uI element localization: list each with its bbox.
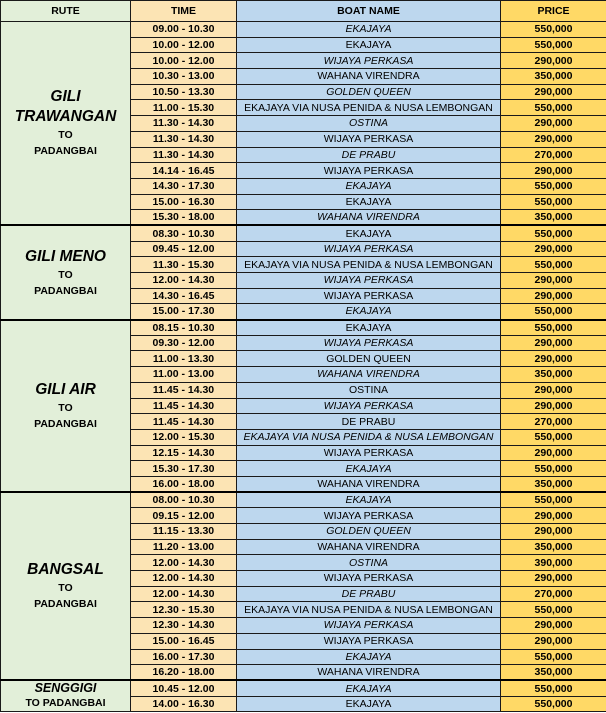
price-cell: 290,000 (501, 53, 606, 69)
time-cell: 12.00 - 14.30 (131, 571, 237, 587)
time-cell: 09.00 - 10.30 (131, 22, 237, 38)
price-cell: 550,000 (501, 602, 606, 618)
price-cell: 550,000 (501, 461, 606, 477)
price-cell: 290,000 (501, 571, 606, 587)
boat-name-cell: EKAJAYA (237, 320, 501, 336)
route-to: TO (58, 129, 73, 142)
price-cell: 350,000 (501, 539, 606, 555)
route-name: GILI (50, 88, 81, 106)
boat-name-cell: WIJAYA PERKASA (237, 288, 501, 304)
price-cell: 350,000 (501, 367, 606, 383)
price-cell: 350,000 (501, 210, 606, 226)
route-destination: PADANGBAI (34, 598, 97, 611)
price-cell: 290,000 (501, 84, 606, 100)
time-cell: 10.50 - 13.30 (131, 84, 237, 100)
time-cell: 15.00 - 17.30 (131, 304, 237, 320)
time-cell: 15.30 - 18.00 (131, 210, 237, 226)
boat-name-cell: DE PRABU (237, 414, 501, 430)
time-cell: 11.45 - 14.30 (131, 382, 237, 398)
boat-name-cell: WIJAYA PERKASA (237, 53, 501, 69)
time-cell: 11.00 - 15.30 (131, 100, 237, 116)
price-cell: 550,000 (501, 37, 606, 53)
header-price: PRICE (501, 1, 606, 22)
boat-name-cell: WIJAYA PERKASA (237, 445, 501, 461)
boat-name-cell: DE PRABU (237, 147, 501, 163)
route-name: GILI AIR (35, 380, 96, 398)
time-cell: 11.30 - 14.30 (131, 147, 237, 163)
price-cell: 290,000 (501, 524, 606, 540)
time-cell: 09.45 - 12.00 (131, 241, 237, 257)
time-cell: 16.00 - 17.30 (131, 649, 237, 665)
boat-name-cell: OSTINA (237, 382, 501, 398)
boat-name-cell: WAHANA VIRENDRA (237, 665, 501, 681)
time-cell: 11.30 - 15.30 (131, 257, 237, 273)
price-cell: 270,000 (501, 414, 606, 430)
boat-name-cell: WIJAYA PERKASA (237, 398, 501, 414)
boat-name-cell: WIJAYA PERKASA (237, 335, 501, 351)
price-cell: 290,000 (501, 116, 606, 132)
price-cell: 290,000 (501, 241, 606, 257)
price-cell: 550,000 (501, 680, 606, 696)
boat-name-cell: WIJAYA PERKASA (237, 131, 501, 147)
time-cell: 10.00 - 12.00 (131, 37, 237, 53)
boat-name-cell: GOLDEN QUEEN (237, 524, 501, 540)
boat-name-cell: WAHANA VIRENDRA (237, 476, 501, 492)
boat-name-cell: WIJAYA PERKASA (237, 571, 501, 587)
boat-name-cell: EKAJAYA VIA NUSA PENIDA & NUSA LEMBONGAN (237, 100, 501, 116)
time-cell: 11.15 - 13.30 (131, 524, 237, 540)
boat-name-cell: EKAJAYA (237, 649, 501, 665)
boat-name-cell: EKAJAYA (237, 37, 501, 53)
time-cell: 12.00 - 14.30 (131, 555, 237, 571)
header-rute: RUTE (1, 1, 131, 22)
price-cell: 550,000 (501, 649, 606, 665)
route-to: TO (58, 268, 73, 281)
time-cell: 15.30 - 17.30 (131, 461, 237, 477)
boat-name-cell: WIJAYA PERKASA (237, 618, 501, 634)
price-cell: 290,000 (501, 163, 606, 179)
price-cell: 550,000 (501, 178, 606, 194)
boat-name-cell: EKAJAYA VIA NUSA PENIDA & NUSA LEMBONGAN (237, 602, 501, 618)
route-destination: PADANGBAI (34, 145, 97, 158)
price-cell: 290,000 (501, 618, 606, 634)
time-cell: 12.30 - 15.30 (131, 602, 237, 618)
price-cell: 290,000 (501, 335, 606, 351)
price-cell: 550,000 (501, 225, 606, 241)
route-to: TO (58, 401, 73, 414)
route-destination: PADANGBAI (34, 417, 97, 430)
time-cell: 12.00 - 15.30 (131, 429, 237, 445)
boat-name-cell: EKAJAYA (237, 461, 501, 477)
boat-name-cell: WIJAYA PERKASA (237, 273, 501, 289)
price-cell: 290,000 (501, 351, 606, 367)
boat-name-cell: EKAJAYA VIA NUSA PENIDA & NUSA LEMBONGAN (237, 429, 501, 445)
price-cell: 550,000 (501, 696, 606, 712)
price-cell: 290,000 (501, 445, 606, 461)
header-time: TIME (131, 1, 237, 22)
price-cell: 270,000 (501, 586, 606, 602)
time-cell: 11.00 - 13.30 (131, 351, 237, 367)
time-cell: 11.20 - 13.00 (131, 539, 237, 555)
time-cell: 12.15 - 14.30 (131, 445, 237, 461)
boat-name-cell: WIJAYA PERKASA (237, 241, 501, 257)
route-to: TO PADANGBAI (25, 697, 106, 710)
time-cell: 14.14 - 16.45 (131, 163, 237, 179)
price-cell: 550,000 (501, 22, 606, 38)
route-cell (1, 492, 131, 680)
boat-name-cell: EKAJAYA (237, 304, 501, 320)
route-cell (1, 680, 131, 712)
time-cell: 10.00 - 12.00 (131, 53, 237, 69)
price-cell: 550,000 (501, 304, 606, 320)
price-cell: 550,000 (501, 257, 606, 273)
boat-name-cell: EKAJAYA (237, 696, 501, 712)
route-name: GILI MENO (25, 247, 106, 265)
price-cell: 390,000 (501, 555, 606, 571)
table-row (1, 225, 606, 241)
boat-name-cell: GOLDEN QUEEN (237, 351, 501, 367)
table-body (1, 22, 606, 712)
boat-name-cell: WAHANA VIRENDRA (237, 539, 501, 555)
route-destination: PADANGBAI (34, 284, 97, 297)
boat-name-cell: EKAJAYA (237, 194, 501, 210)
time-cell: 11.45 - 14.30 (131, 398, 237, 414)
time-cell: 16.20 - 18.00 (131, 665, 237, 681)
boat-name-cell: EKAJAYA (237, 225, 501, 241)
boat-name-cell: WAHANA VIRENDRA (237, 367, 501, 383)
time-cell: 11.30 - 14.30 (131, 116, 237, 132)
table-row (1, 320, 606, 336)
price-cell: 350,000 (501, 665, 606, 681)
route-name: TRAWANGAN (14, 108, 117, 126)
table-row (1, 22, 606, 38)
header-boat-name: BOAT NAME (237, 1, 501, 22)
time-cell: 14.30 - 16.45 (131, 288, 237, 304)
time-cell: 08.30 - 10.30 (131, 225, 237, 241)
time-cell: 12.00 - 14.30 (131, 273, 237, 289)
boat-name-cell: WIJAYA PERKASA (237, 508, 501, 524)
route-to: TO (58, 582, 73, 595)
time-cell: 14.00 - 16.30 (131, 696, 237, 712)
boat-name-cell: EKAJAYA (237, 22, 501, 38)
price-cell: 290,000 (501, 288, 606, 304)
route-name: BANGSAL (27, 561, 104, 579)
time-cell: 16.00 - 18.00 (131, 476, 237, 492)
time-cell: 15.00 - 16.30 (131, 194, 237, 210)
boat-name-cell: WAHANA VIRENDRA (237, 210, 501, 226)
time-cell: 11.30 - 14.30 (131, 131, 237, 147)
time-cell: 08.00 - 10.30 (131, 492, 237, 508)
route-cell (1, 320, 131, 493)
boat-name-cell: EKAJAYA (237, 492, 501, 508)
boat-name-cell: OSTINA (237, 555, 501, 571)
boat-name-cell: OSTINA (237, 116, 501, 132)
boat-name-cell: WIJAYA PERKASA (237, 163, 501, 179)
time-cell: 08.15 - 10.30 (131, 320, 237, 336)
price-cell: 290,000 (501, 508, 606, 524)
time-cell: 11.45 - 14.30 (131, 414, 237, 430)
price-cell: 270,000 (501, 147, 606, 163)
time-cell: 12.00 - 14.30 (131, 586, 237, 602)
time-cell: 09.30 - 12.00 (131, 335, 237, 351)
time-cell: 11.00 - 13.00 (131, 367, 237, 383)
price-cell: 550,000 (501, 100, 606, 116)
price-cell: 290,000 (501, 382, 606, 398)
time-cell: 09.15 - 12.00 (131, 508, 237, 524)
time-cell: 15.00 - 16.45 (131, 633, 237, 649)
boat-name-cell: DE PRABU (237, 586, 501, 602)
price-cell: 290,000 (501, 633, 606, 649)
time-cell: 10.30 - 13.00 (131, 69, 237, 85)
table-header (1, 1, 606, 22)
boat-name-cell: GOLDEN QUEEN (237, 84, 501, 100)
table-row (1, 492, 606, 508)
price-cell: 550,000 (501, 194, 606, 210)
time-cell: 12.30 - 14.30 (131, 618, 237, 634)
route-name: SENGGIGI (34, 681, 97, 696)
route-cell (1, 225, 131, 319)
boat-name-cell: EKAJAYA VIA NUSA PENIDA & NUSA LEMBONGAN (237, 257, 501, 273)
price-cell: 550,000 (501, 429, 606, 445)
price-cell: 350,000 (501, 69, 606, 85)
price-cell: 550,000 (501, 320, 606, 336)
price-cell: 290,000 (501, 273, 606, 289)
boat-name-cell: WIJAYA PERKASA (237, 633, 501, 649)
time-cell: 14.30 - 17.30 (131, 178, 237, 194)
boat-name-cell: WAHANA VIRENDRA (237, 69, 501, 85)
route-cell (1, 22, 131, 226)
price-cell: 550,000 (501, 492, 606, 508)
price-cell: 290,000 (501, 398, 606, 414)
boat-name-cell: EKAJAYA (237, 680, 501, 696)
table-row (1, 680, 606, 696)
boat-name-cell: EKAJAYA (237, 178, 501, 194)
time-cell: 10.45 - 12.00 (131, 680, 237, 696)
price-cell: 350,000 (501, 476, 606, 492)
price-cell: 290,000 (501, 131, 606, 147)
